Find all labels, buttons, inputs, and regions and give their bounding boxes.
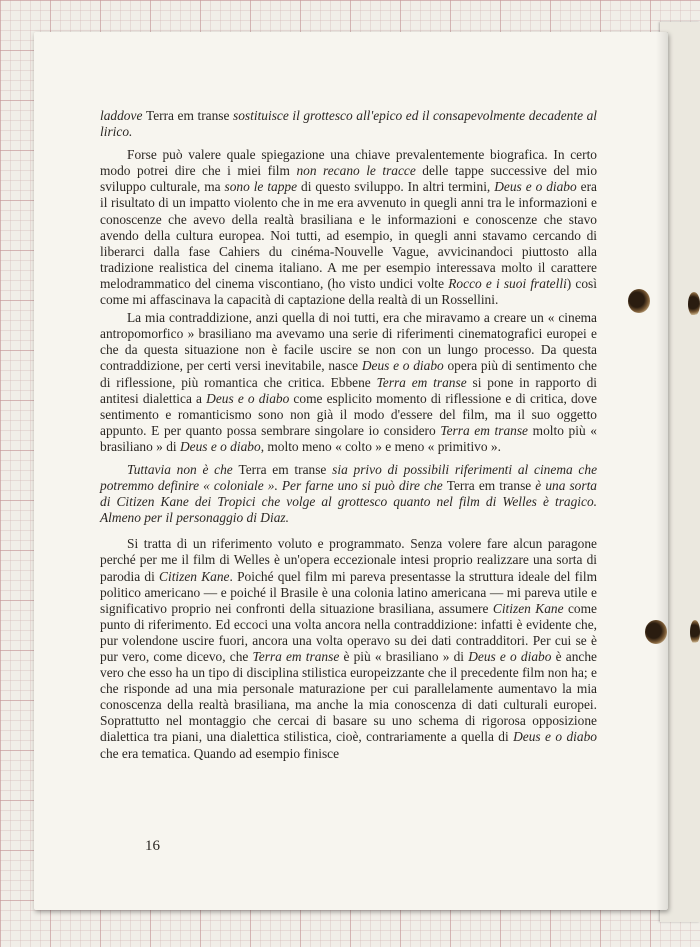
italic-term: Deus e o diabo bbox=[468, 649, 552, 664]
page-text bbox=[100, 108, 597, 762]
upright-term: Terra em transe bbox=[145, 108, 230, 123]
punch-hole bbox=[645, 620, 667, 644]
paragraph: Si tratta di un riferimento voluto e programmato. Senza volere fare alcun paragone perché per me il film di Welles è un'opera eccezionale intesi proprio realizzare una sorta di parodia di Citizen Kane. Poiché quel film mi pareva presentasse la struttura ideale del film politico americano — e poiché il Brasile è una colonia latino americana — mi pareva utile e significativo proprio nei confronti della situazione brasiliana, assumere Citizen Kane come punto di riferimento. Ed eccoci una volta ancora nella contraddizione: infatti è evidente che, pur volendone uscire fuori, ancora una volta operavo su dei dati contradditori. Per cui se è pur vero, come dicevo, che Terra em transe è più « brasiliano » di Deus e o diabo è anche vero che esso ha un tipo di disciplina stilistica europeizzante che il precedente film non ha; e che risponde ad una mia personale maturazione per cui parallelamente aumentavo la mia conoscenza della realtà brasiliana, ma anche la mia conoscenza di dati culturali europei. Soprattutto nel montaggio che cercai di basare su uno schema di rigorosa opposizione dialettica tra piani, una dialettica stilistica, cioè, contrariamente a quella di Deus e o diabo che era tematica. Quando ad esempio finisce bbox=[100, 536, 597, 761]
italic-term: sono le tappe bbox=[224, 179, 298, 195]
italic-term: Deus e o diabo bbox=[494, 179, 577, 195]
paragraph: laddove Terra em transe sostituisce il grottesco all'epico ed il consapevolmente decadente al lirico. bbox=[100, 108, 597, 140]
italic-term: Deus e o diabo bbox=[179, 438, 261, 454]
paragraph: La mia contraddizione, anzi quella di noi tutti, era che miravamo a creare un « cinema antropomorfico » brasiliano ma avevamo una serie di riferimenti cinematografici europei e che da questa situazione non è facile uscire se non con un lungo processo. Da questa contraddizione, per certi versi inevitabile, nasce Deus e o diabo opera più di sentimento che di riflessione, più romantica che critica. Ebbene Terra em transe si pone in rapporto di antitesi dialettica a Deus e o diabo come esplicito momento di riflessione e di critica, dove sentimento e romanticismo sono non già il modo d'essere del film, ma il suo oggetto appunto. E per quanto possa sembrare singolare io considero Terra em transe molto più « brasiliano » di Deus e o diabo, molto meno « colto » e meno « primitivo ». bbox=[100, 310, 597, 454]
italic-term: Deus e o diabo bbox=[513, 729, 597, 745]
upright-term: Terra em transe bbox=[446, 478, 532, 494]
italic-term: Terra em transe bbox=[440, 422, 529, 438]
italic-term: Terra em transe bbox=[376, 374, 467, 390]
italic-term: Citizen Kane bbox=[492, 600, 564, 616]
punch-hole bbox=[690, 620, 700, 644]
paragraph: Tuttavia non è che Terra em transe sia privo di possibili riferimenti al cinema che potremmo definire « coloniale ». Per farne uno si può dire che Terra em transe è una sorta di Citizen Kane dei Tropici che volge al grottesco quanto nel film di Welles è tragico. Almeno per il personaggio di Diaz. bbox=[100, 461, 598, 526]
italic-term: Terra em transe bbox=[252, 649, 340, 664]
punch-hole bbox=[628, 289, 650, 313]
paragraph: Forse può valere quale spiegazione una chiave prevalentemente biografica. In certo modo potrei dire che i miei film non recano le tracce delle tappe successive del mio sviluppo culturale, ma sono le tappe di questo sviluppo. In altri termini, Deus e o diabo era il risultato di un impatto violento che in me era avvenuto in quegli anni tra le informazioni e conoscenze che avevo della realtà brasiliana e le informazioni e conoscenze che stavo avendo della cultura europea. Noi tutti, ad esempio, in quegli anni stavamo cercando di liberarci dalla fase Cahiers du cinéma-Nouvelle Vague, avvicinandoci piuttosto alla tradizione realistica del cinema italiano. A me per esempio interessava molto il carattere melodrammatico del cinema viscontiano, (ho visto undici volte Rocco e i suoi fratelli) così come mi affascinava la capacità di captazione della realtà di un Rossellini. bbox=[100, 147, 598, 308]
punch-hole bbox=[688, 292, 700, 316]
italic-term: Deus e o diabo bbox=[361, 358, 444, 374]
italic-term: Deus e o diabo bbox=[206, 390, 290, 406]
italic-term: non recano le tracce bbox=[296, 163, 416, 179]
upright-term: Terra em transe bbox=[238, 461, 327, 477]
italic-term: Rocco e i suoi fratelli bbox=[448, 275, 567, 291]
page-number: 16 bbox=[145, 838, 160, 854]
italic-term: Citizen Kane bbox=[159, 568, 230, 584]
